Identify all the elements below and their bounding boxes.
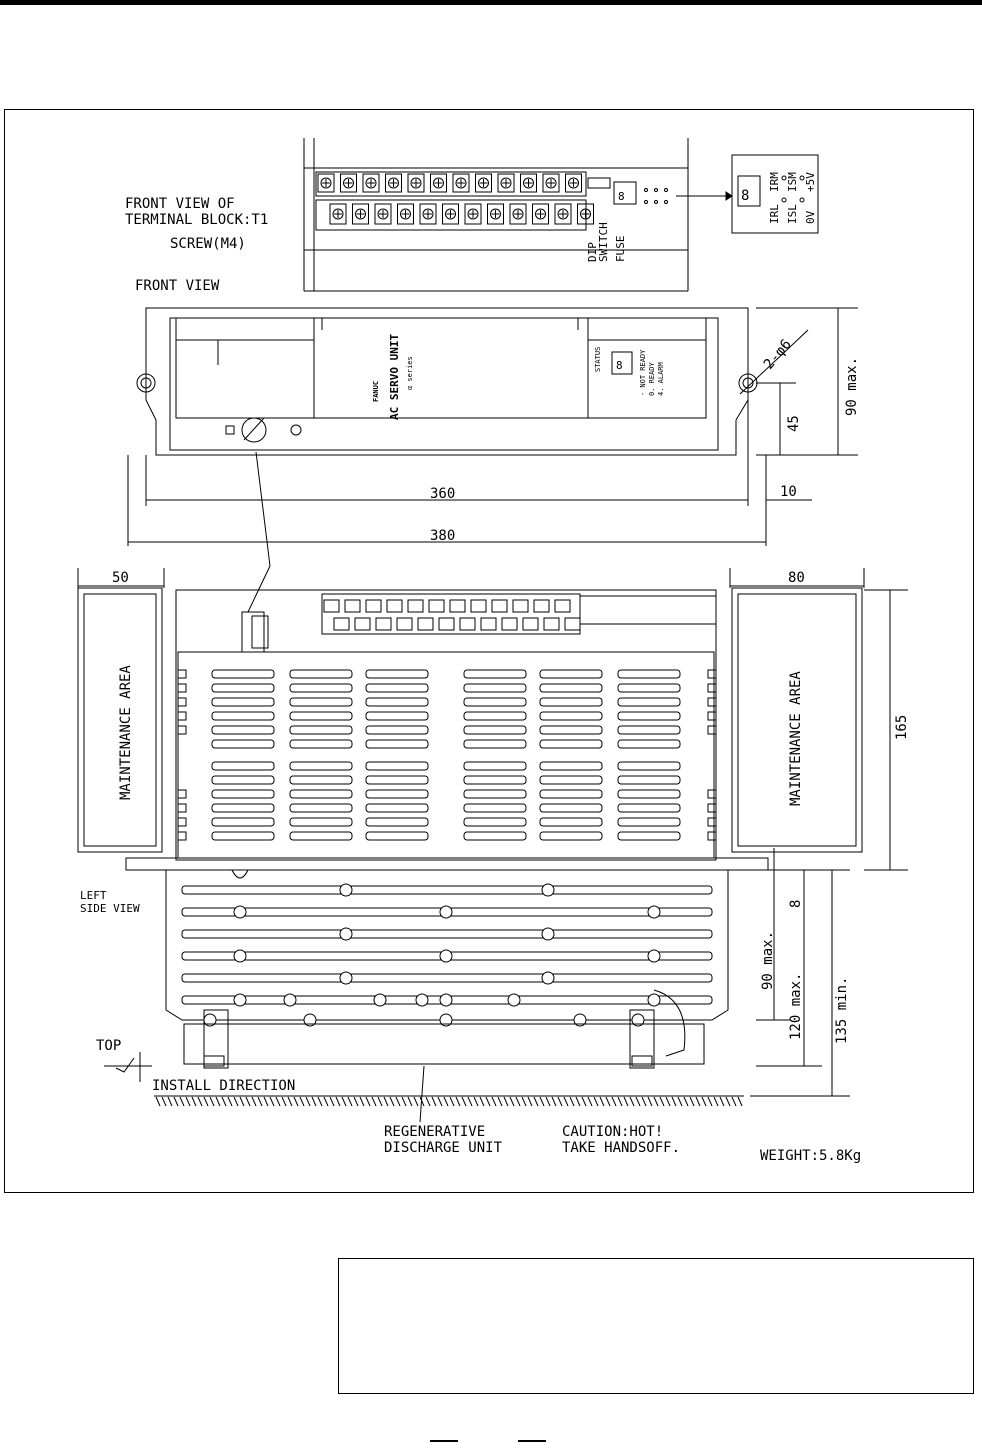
install-direction-hatching <box>156 1097 742 1106</box>
terminal <box>324 600 339 612</box>
side-tab <box>178 818 186 826</box>
hatch-line <box>714 1097 718 1106</box>
terminal <box>345 600 360 612</box>
vent-slot <box>464 684 526 692</box>
front-view-label: FRONT VIEW <box>135 278 220 294</box>
vent-slot <box>540 818 602 826</box>
vent-slot <box>366 726 428 734</box>
hatch-line <box>330 1097 334 1106</box>
hatch-line <box>426 1097 430 1106</box>
heatsink-fin <box>182 930 712 938</box>
side-tab <box>178 726 186 734</box>
hatch-line <box>660 1097 664 1106</box>
heatsink-fins <box>182 886 712 1004</box>
vent-slot <box>618 670 680 678</box>
terminal <box>492 600 507 612</box>
hatch-line <box>642 1097 646 1106</box>
hatch-line <box>612 1097 616 1106</box>
vent-slot <box>366 804 428 812</box>
fin-bolt <box>648 994 660 1006</box>
svg-text:8: 8 <box>741 188 750 204</box>
vent-slot <box>290 832 352 840</box>
vent-slot <box>540 670 602 678</box>
side-tab <box>708 818 716 826</box>
caution-label-1: CAUTION:HOT! <box>562 1124 664 1140</box>
terminal <box>450 600 465 612</box>
hatch-line <box>540 1097 544 1106</box>
front-view-dimensions <box>128 308 860 546</box>
vent-slot <box>366 740 428 748</box>
hatch-line <box>522 1097 526 1106</box>
hatch-line <box>504 1097 508 1106</box>
hatch-line <box>456 1097 460 1106</box>
vent-slot <box>366 832 428 840</box>
side-tab <box>178 832 186 840</box>
vent-slot <box>212 684 274 692</box>
side-tabs <box>178 670 716 840</box>
fin-bolt <box>340 928 352 940</box>
hatch-line <box>180 1097 184 1106</box>
hatch-line <box>390 1097 394 1106</box>
vent-slot <box>366 684 428 692</box>
hatch-line <box>342 1097 346 1106</box>
hatch-line <box>324 1097 328 1106</box>
fin-bolt <box>648 950 660 962</box>
hatch-line <box>312 1097 316 1106</box>
hatch-line <box>234 1097 238 1106</box>
terminal-screws-bottom-row <box>330 204 594 224</box>
vent-slot <box>290 726 352 734</box>
vent-slot <box>464 698 526 706</box>
hatch-line <box>210 1097 214 1106</box>
left-side-view-label-2: SIDE VIEW <box>80 902 140 915</box>
hatch-line <box>198 1097 202 1106</box>
dim-8: 8 <box>788 899 804 908</box>
top-label: TOP <box>96 1038 122 1054</box>
fin-bolt <box>340 884 352 896</box>
dim-45: 45 <box>786 415 802 432</box>
hatch-line <box>216 1097 220 1106</box>
hatch-line <box>474 1097 478 1106</box>
alarm-label: 4. ALARM <box>657 362 665 396</box>
vent-slot <box>212 698 274 706</box>
vent-slot <box>366 698 428 706</box>
heatsink-fin <box>182 886 712 894</box>
hatch-line <box>498 1097 502 1106</box>
terminal <box>387 600 402 612</box>
side-tab <box>178 804 186 812</box>
hatch-line <box>438 1097 442 1106</box>
vent-slot <box>366 670 428 678</box>
terminal <box>460 618 475 630</box>
hatch-line <box>378 1097 382 1106</box>
fin-bolt <box>542 884 554 896</box>
series-label: α series <box>406 356 414 390</box>
maintenance-area-left-label: MAINTENANCE AREA <box>118 665 134 800</box>
vent-slot <box>540 762 602 770</box>
terminal <box>334 618 349 630</box>
fin-bolt <box>542 972 554 984</box>
vent-slot <box>464 712 526 720</box>
hatch-line <box>432 1097 436 1106</box>
hatch-line <box>558 1097 562 1106</box>
fin-bolt <box>340 972 352 984</box>
vent-slot <box>464 740 526 748</box>
dim-165: 165 <box>894 714 910 740</box>
hatch-line <box>246 1097 250 1106</box>
vent-slot <box>540 776 602 784</box>
vent-slot <box>290 804 352 812</box>
hatch-line <box>366 1097 370 1106</box>
terminal-block-detail <box>304 138 732 291</box>
side-tab <box>178 712 186 720</box>
hatch-line <box>690 1097 694 1106</box>
hatch-line <box>372 1097 376 1106</box>
side-tab <box>178 670 186 678</box>
hatch-line <box>348 1097 352 1106</box>
side-tab <box>708 712 716 720</box>
isl-label: ISL <box>786 204 799 224</box>
dip-switch-label-1: DIP <box>586 242 599 262</box>
fin-bolt <box>234 950 246 962</box>
fin-bolt <box>542 928 554 940</box>
vent-slot <box>464 818 526 826</box>
vent-slot <box>366 776 428 784</box>
vent-slot <box>464 776 526 784</box>
vent-slot <box>212 790 274 798</box>
leader-line <box>256 452 270 566</box>
hatch-line <box>444 1097 448 1106</box>
vent-slot <box>618 726 680 734</box>
unit-name-label: AC SERVO UNIT <box>388 333 401 420</box>
front-view-of-label: FRONT VIEW OF <box>125 196 235 212</box>
hatch-line <box>222 1097 226 1106</box>
fin-bolt <box>234 994 246 1006</box>
fin-bolt <box>648 906 660 918</box>
hatch-line <box>354 1097 358 1106</box>
status-label: STATUS <box>594 346 602 372</box>
side-tab <box>708 698 716 706</box>
hatch-line <box>732 1097 736 1106</box>
side-tab <box>178 698 186 706</box>
side-tab <box>708 684 716 692</box>
dim-90-max: 90 max. <box>844 356 860 416</box>
vent-slot <box>290 818 352 826</box>
vent-slot <box>366 762 428 770</box>
side-view-dimensions <box>750 848 850 1096</box>
hatch-line <box>156 1097 160 1106</box>
fin-bolt <box>440 994 452 1006</box>
hatch-line <box>240 1097 244 1106</box>
hatch-line <box>624 1097 628 1106</box>
front-view <box>137 308 808 455</box>
vent-slot <box>212 726 274 734</box>
hatch-line <box>570 1097 574 1106</box>
hatch-line <box>450 1097 454 1106</box>
vent-slot <box>464 726 526 734</box>
terminal <box>397 618 412 630</box>
plus-5v-label: +5V <box>804 172 817 192</box>
vent-slot <box>540 740 602 748</box>
side-tab <box>178 790 186 798</box>
terminal <box>544 618 559 630</box>
hatch-line <box>186 1097 190 1106</box>
hatch-line <box>486 1097 490 1106</box>
hatch-line <box>336 1097 340 1106</box>
footer-mark-right <box>518 1440 546 1442</box>
dip-switch <box>588 178 610 188</box>
maintenance-area-right-label: MAINTENANCE AREA <box>788 671 804 806</box>
hatch-line <box>264 1097 268 1106</box>
vent-slot <box>618 832 680 840</box>
fin-bolt <box>234 906 246 918</box>
vent-slot <box>540 712 602 720</box>
vent-slot <box>540 832 602 840</box>
svg-text:8: 8 <box>618 190 625 203</box>
vent-slot <box>618 762 680 770</box>
vent-slot <box>540 698 602 706</box>
regen-label-1: REGENERATIVE <box>384 1124 486 1140</box>
dim-360: 360 <box>430 486 456 502</box>
regen-label-2: DISCHARGE UNIT <box>384 1140 503 1156</box>
hatch-line <box>582 1097 586 1106</box>
hatch-line <box>726 1097 730 1106</box>
vent-slot <box>540 726 602 734</box>
hatch-line <box>576 1097 580 1106</box>
svg-text:8: 8 <box>616 359 623 372</box>
vent-slot <box>618 790 680 798</box>
hatch-line <box>294 1097 298 1106</box>
top-view <box>78 568 910 870</box>
hatch-line <box>594 1097 598 1106</box>
vent-slot <box>366 790 428 798</box>
hatch-line <box>528 1097 532 1106</box>
hatch-line <box>708 1097 712 1106</box>
hole-dimension: 2-φ6 <box>760 336 795 373</box>
vent-slot <box>618 712 680 720</box>
hatch-line <box>630 1097 634 1106</box>
hatch-line <box>396 1097 400 1106</box>
vent-slot <box>618 776 680 784</box>
side-tab <box>708 832 716 840</box>
fin-bolt <box>440 950 452 962</box>
hatch-line <box>648 1097 652 1106</box>
hatch-line <box>654 1097 658 1106</box>
install-direction-label: INSTALL DIRECTION <box>152 1078 296 1094</box>
terminal <box>376 618 391 630</box>
vent-slot <box>618 684 680 692</box>
dip-switch-label-2: SWITCH <box>597 222 610 262</box>
terminal <box>502 618 517 630</box>
hatch-line <box>678 1097 682 1106</box>
hatch-line <box>480 1097 484 1106</box>
vent-slot <box>464 804 526 812</box>
irl-label: IRL <box>768 204 781 224</box>
terminal <box>471 600 486 612</box>
dim-380: 380 <box>430 528 456 544</box>
vent-slot <box>212 804 274 812</box>
hatch-line <box>606 1097 610 1106</box>
hatch-line <box>684 1097 688 1106</box>
hatch-line <box>516 1097 520 1106</box>
vent-slot <box>212 670 274 678</box>
side-tab <box>708 790 716 798</box>
vent-slot <box>540 684 602 692</box>
footer-mark-left <box>430 1440 458 1442</box>
fuse-label: FUSE <box>614 235 627 262</box>
hatch-line <box>468 1097 472 1106</box>
hatch-line <box>600 1097 604 1106</box>
vent-slot <box>464 670 526 678</box>
hatch-line <box>588 1097 592 1106</box>
dim-50: 50 <box>112 570 129 586</box>
vent-slot <box>212 712 274 720</box>
vent-slot <box>290 762 352 770</box>
hatch-line <box>252 1097 256 1106</box>
dim-10: 10 <box>780 484 797 500</box>
caution-label-2: TAKE HANDSOFF. <box>562 1140 681 1156</box>
fin-bolt <box>508 994 520 1006</box>
terminal <box>555 600 570 612</box>
hatch-line <box>462 1097 466 1106</box>
hatch-line <box>402 1097 406 1106</box>
hatch-line <box>384 1097 388 1106</box>
terminal <box>418 618 433 630</box>
hatch-line <box>414 1097 418 1106</box>
hatch-line <box>720 1097 724 1106</box>
terminal <box>366 600 381 612</box>
terminal <box>513 600 528 612</box>
hatch-line <box>270 1097 274 1106</box>
fin-bolt <box>374 994 386 1006</box>
hatch-line <box>738 1097 742 1106</box>
vent-slot <box>464 832 526 840</box>
terminal <box>355 618 370 630</box>
hatch-line <box>510 1097 514 1106</box>
fin-bolts <box>204 884 660 1026</box>
side-tab <box>708 670 716 678</box>
hatch-line <box>204 1097 208 1106</box>
zero-v-label: 0V <box>804 210 817 224</box>
ism-label: ISM <box>786 172 799 192</box>
terminal <box>534 600 549 612</box>
hatch-line <box>702 1097 706 1106</box>
hatch-line <box>408 1097 412 1106</box>
screw-label: SCREW(M4) <box>170 236 246 252</box>
vent-slot <box>540 790 602 798</box>
vent-slot <box>290 698 352 706</box>
hatch-line <box>696 1097 700 1106</box>
hatch-line <box>192 1097 196 1106</box>
terminal <box>429 600 444 612</box>
hatch-line <box>552 1097 556 1106</box>
hatch-line <box>282 1097 286 1106</box>
hatch-line <box>492 1097 496 1106</box>
ready-label: 0. READY <box>648 362 656 396</box>
hatch-line <box>360 1097 364 1106</box>
terminal <box>523 618 538 630</box>
hatch-line <box>618 1097 622 1106</box>
brand-label: FANUC <box>372 380 380 402</box>
dim-135-min: 135 min. <box>834 976 850 1044</box>
hatch-line <box>564 1097 568 1106</box>
irm-label: IRM <box>768 172 781 192</box>
vent-slot <box>464 762 526 770</box>
dim-80: 80 <box>788 570 805 586</box>
vent-slot <box>618 740 680 748</box>
ventilation-slots <box>212 670 680 840</box>
hatch-line <box>168 1097 172 1106</box>
terminal <box>439 618 454 630</box>
side-tab <box>708 804 716 812</box>
vent-slot <box>290 684 352 692</box>
vent-slot <box>212 776 274 784</box>
vent-slot <box>464 790 526 798</box>
hatch-line <box>174 1097 178 1106</box>
vent-slot <box>212 818 274 826</box>
hatch-line <box>228 1097 232 1106</box>
not-ready-label: - NOT READY <box>639 349 647 396</box>
side-tab <box>708 726 716 734</box>
vent-slot <box>212 740 274 748</box>
terminal <box>408 600 423 612</box>
dim-120-max: 120 max. <box>788 972 804 1040</box>
vent-slot <box>290 776 352 784</box>
hatch-line <box>318 1097 322 1106</box>
hatch-line <box>672 1097 676 1106</box>
hatch-line <box>306 1097 310 1106</box>
vent-slot <box>366 818 428 826</box>
check-pin-detail <box>732 155 818 233</box>
vent-slot <box>290 670 352 678</box>
vent-slot <box>290 740 352 748</box>
vent-slot <box>212 832 274 840</box>
vent-slot <box>540 804 602 812</box>
heatsink-fin <box>182 974 712 982</box>
terminal <box>481 618 496 630</box>
terminal-block-top-view <box>324 600 580 630</box>
dim-90-max-b: 90 max. <box>760 930 776 990</box>
terminal-screws-top-row <box>318 174 582 192</box>
hatch-line <box>288 1097 292 1106</box>
vent-slot <box>290 712 352 720</box>
fin-bolt <box>440 906 452 918</box>
terminal <box>565 618 580 630</box>
hatch-line <box>534 1097 538 1106</box>
vent-slot <box>618 698 680 706</box>
hatch-line <box>276 1097 280 1106</box>
hatch-line <box>546 1097 550 1106</box>
fin-bolt <box>284 994 296 1006</box>
hatch-line <box>636 1097 640 1106</box>
fin-bolt <box>416 994 428 1006</box>
weight-label: WEIGHT:5.8Kg <box>760 1148 862 1164</box>
hatch-line <box>258 1097 262 1106</box>
vent-slot <box>290 790 352 798</box>
vent-slot <box>366 712 428 720</box>
vent-slot <box>212 762 274 770</box>
hatch-line <box>300 1097 304 1106</box>
side-tab <box>178 684 186 692</box>
vent-slot <box>618 818 680 826</box>
note-box <box>338 1258 974 1394</box>
left-side-view-label-1: LEFT <box>80 889 107 902</box>
hatch-line <box>666 1097 670 1106</box>
terminal-block-label: TERMINAL BLOCK:T1 <box>125 212 269 228</box>
hatch-line <box>162 1097 166 1106</box>
vent-slot <box>618 804 680 812</box>
